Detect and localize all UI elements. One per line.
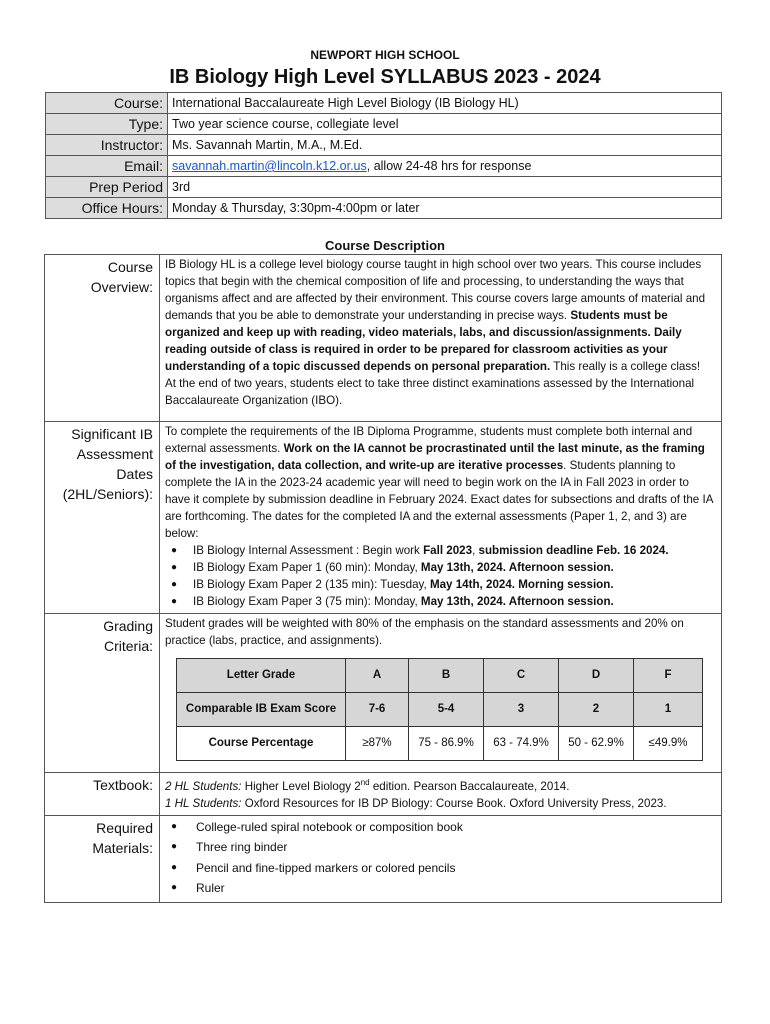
materials-label [45, 815, 160, 902]
email-link[interactable]: savannah.martin@lincoln.k12.or.us [172, 159, 367, 173]
materials-content [160, 815, 722, 902]
list-item: ● IB Biology Internal Assessment : Begin work Fall 2023, submission deadline Feb. 16 2024. [171, 542, 717, 559]
school-name: NEWPORT HIGH SCHOOL [310, 48, 460, 62]
materials-label-line: Materials: [92, 839, 153, 856]
course-info-table [45, 92, 722, 219]
grade-score: 7-6 [346, 693, 409, 727]
grade-score: 1 [634, 693, 703, 727]
grade-letter: C [484, 659, 559, 693]
assessment-dates-list [165, 542, 717, 610]
list-item: ● College-ruled spiral notebook or composition book [171, 817, 717, 838]
grade-percent: ≥87% [346, 727, 409, 761]
grade-score: 5-4 [409, 693, 484, 727]
materials-list [165, 817, 717, 899]
prep-period-value: 3rd [168, 177, 722, 198]
grade-row-label: Course Percentage [177, 727, 346, 761]
assessment-text-end: . Students planning to complete the IA in the 2023-24 academic year will need to begin work on the IA in Fall 2023 in order to have it complete by submission deadline in February 2024. Exact dates for subsections and drafts of the IA are forthcoming. The dates for the completed IA and the external assessments (Paper 1, 2, and 3) are below: [165, 459, 713, 540]
overview-text: IB Biology HL is a college level biology course taught in high school over two years. This course includes topics that begin with the chemical composition of life and processing, to understanding the ways that organisms affect and are affected by their environment. This course covers large amounts of material and demands that you be able to demonstrate your understanding in precise ways. [165, 258, 706, 322]
assessment-label [45, 422, 160, 614]
grade-score: 3 [484, 693, 559, 727]
course-label: Course: [46, 93, 168, 114]
overview-label-line: Course [107, 259, 153, 275]
page-title: IB Biology High Level SYLLABUS 2023 - 2024 [169, 66, 601, 88]
grade-scale-table [176, 658, 703, 761]
grade-percent: 50 - 62.9% [559, 727, 634, 761]
grade-letter: A [346, 659, 409, 693]
list-item: ● IB Biology Exam Paper 3 (75 min): Monday, May 13th, 2024. Afternoon session. [171, 593, 717, 610]
textbook-entry: 2 HL Students: Higher Level Biology 2nd edition. Pearson Baccalaureate, 2014. [165, 778, 570, 793]
prep-period-label: Prep Period [46, 177, 168, 198]
overview-text-end: This really is a college class! [550, 360, 701, 373]
assessment-label-line: Assessment [76, 446, 153, 462]
email-note: , allow 24-48 hrs for response [366, 159, 532, 173]
grading-text: Student grades will be weighted with 80% of the emphasis on the standard assessments and 20% on practice (labs, practice, and assignments). [165, 617, 684, 647]
grade-row-label: Comparable IB Exam Score [177, 693, 346, 727]
grade-percent: 75 - 86.9% [409, 727, 484, 761]
list-item: ● IB Biology Exam Paper 1 (60 min): Monday, May 13th, 2024. Afternoon session. [171, 559, 717, 576]
grade-letter: F [634, 659, 703, 693]
course-description-heading: Course Description [325, 238, 445, 253]
instructor-value: Ms. Savannah Martin, M.A., M.Ed. [168, 135, 722, 156]
overview-label [45, 255, 160, 422]
office-hours-label: Office Hours: [46, 198, 168, 219]
overview-paragraph-2: At the end of two years, students elect to take three distinct examinations assessed by the International Baccalaureate Organization (IBO). [165, 377, 695, 407]
grading-label-line: Criteria: [103, 638, 153, 654]
list-item: ● Pencil and fine-tipped markers or colored pencils [171, 858, 717, 879]
grading-label [45, 614, 160, 773]
overview-paragraph [165, 256, 717, 375]
list-item: ● Three ring binder [171, 837, 717, 858]
grading-label-line: Grading [103, 618, 153, 634]
office-hours-value: Monday & Thursday, 3:30pm-4:00pm or later [168, 198, 722, 219]
course-value: International Baccalaureate High Level Biology (IB Biology HL) [168, 93, 722, 114]
overview-label-line: Overview: [90, 279, 153, 295]
list-item: ● IB Biology Exam Paper 2 (135 min): Tuesday, May 14th, 2024. Morning session. [171, 576, 717, 593]
type-label: Type: [46, 114, 168, 135]
assessment-bold-text: Work on the IA cannot be procrastinated until the last minute, as the framing of the investigation, data collection, and write-up are iterative processes [165, 442, 705, 472]
grade-percent: 63 - 74.9% [484, 727, 559, 761]
grade-row-label: Letter Grade [177, 659, 346, 693]
grade-letter: D [559, 659, 634, 693]
type-value: Two year science course, collegiate level [168, 114, 722, 135]
assessment-label-line: (2HL/Seniors): [62, 486, 153, 502]
grade-letter: B [409, 659, 484, 693]
assessment-text: To complete the requirements of the IB Diploma Programme, students must complete both internal and external assessments. [165, 425, 693, 455]
email-value [168, 156, 722, 177]
assessment-label-line: Dates [116, 466, 153, 482]
textbook-label: Textbook: [45, 773, 160, 816]
overview-content [160, 255, 722, 422]
email-label: Email: [46, 156, 168, 177]
course-description-table [44, 254, 722, 903]
list-item: ● Ruler [171, 878, 717, 899]
grade-score: 2 [559, 693, 634, 727]
assessment-label-line: Significant IB [71, 426, 153, 442]
grade-percent: ≤49.9% [634, 727, 703, 761]
overview-bold-text: Students must be organized and keep up with reading, video materials, labs, and discussion/assignments. Daily reading outside of class is required in order to be prepared for classroom activities as your understanding of a topic discussed depends on personal preparation. [165, 309, 682, 373]
assessment-content [160, 422, 722, 614]
textbook-entry: 1 HL Students: Oxford Resources for IB DP Biology: Course Book. Oxford University Press, 2023. [165, 796, 667, 810]
textbook-content [160, 773, 722, 816]
grading-content [160, 614, 722, 773]
materials-label-line: Required [96, 819, 153, 836]
assessment-paragraph [165, 423, 717, 542]
instructor-label: Instructor: [46, 135, 168, 156]
